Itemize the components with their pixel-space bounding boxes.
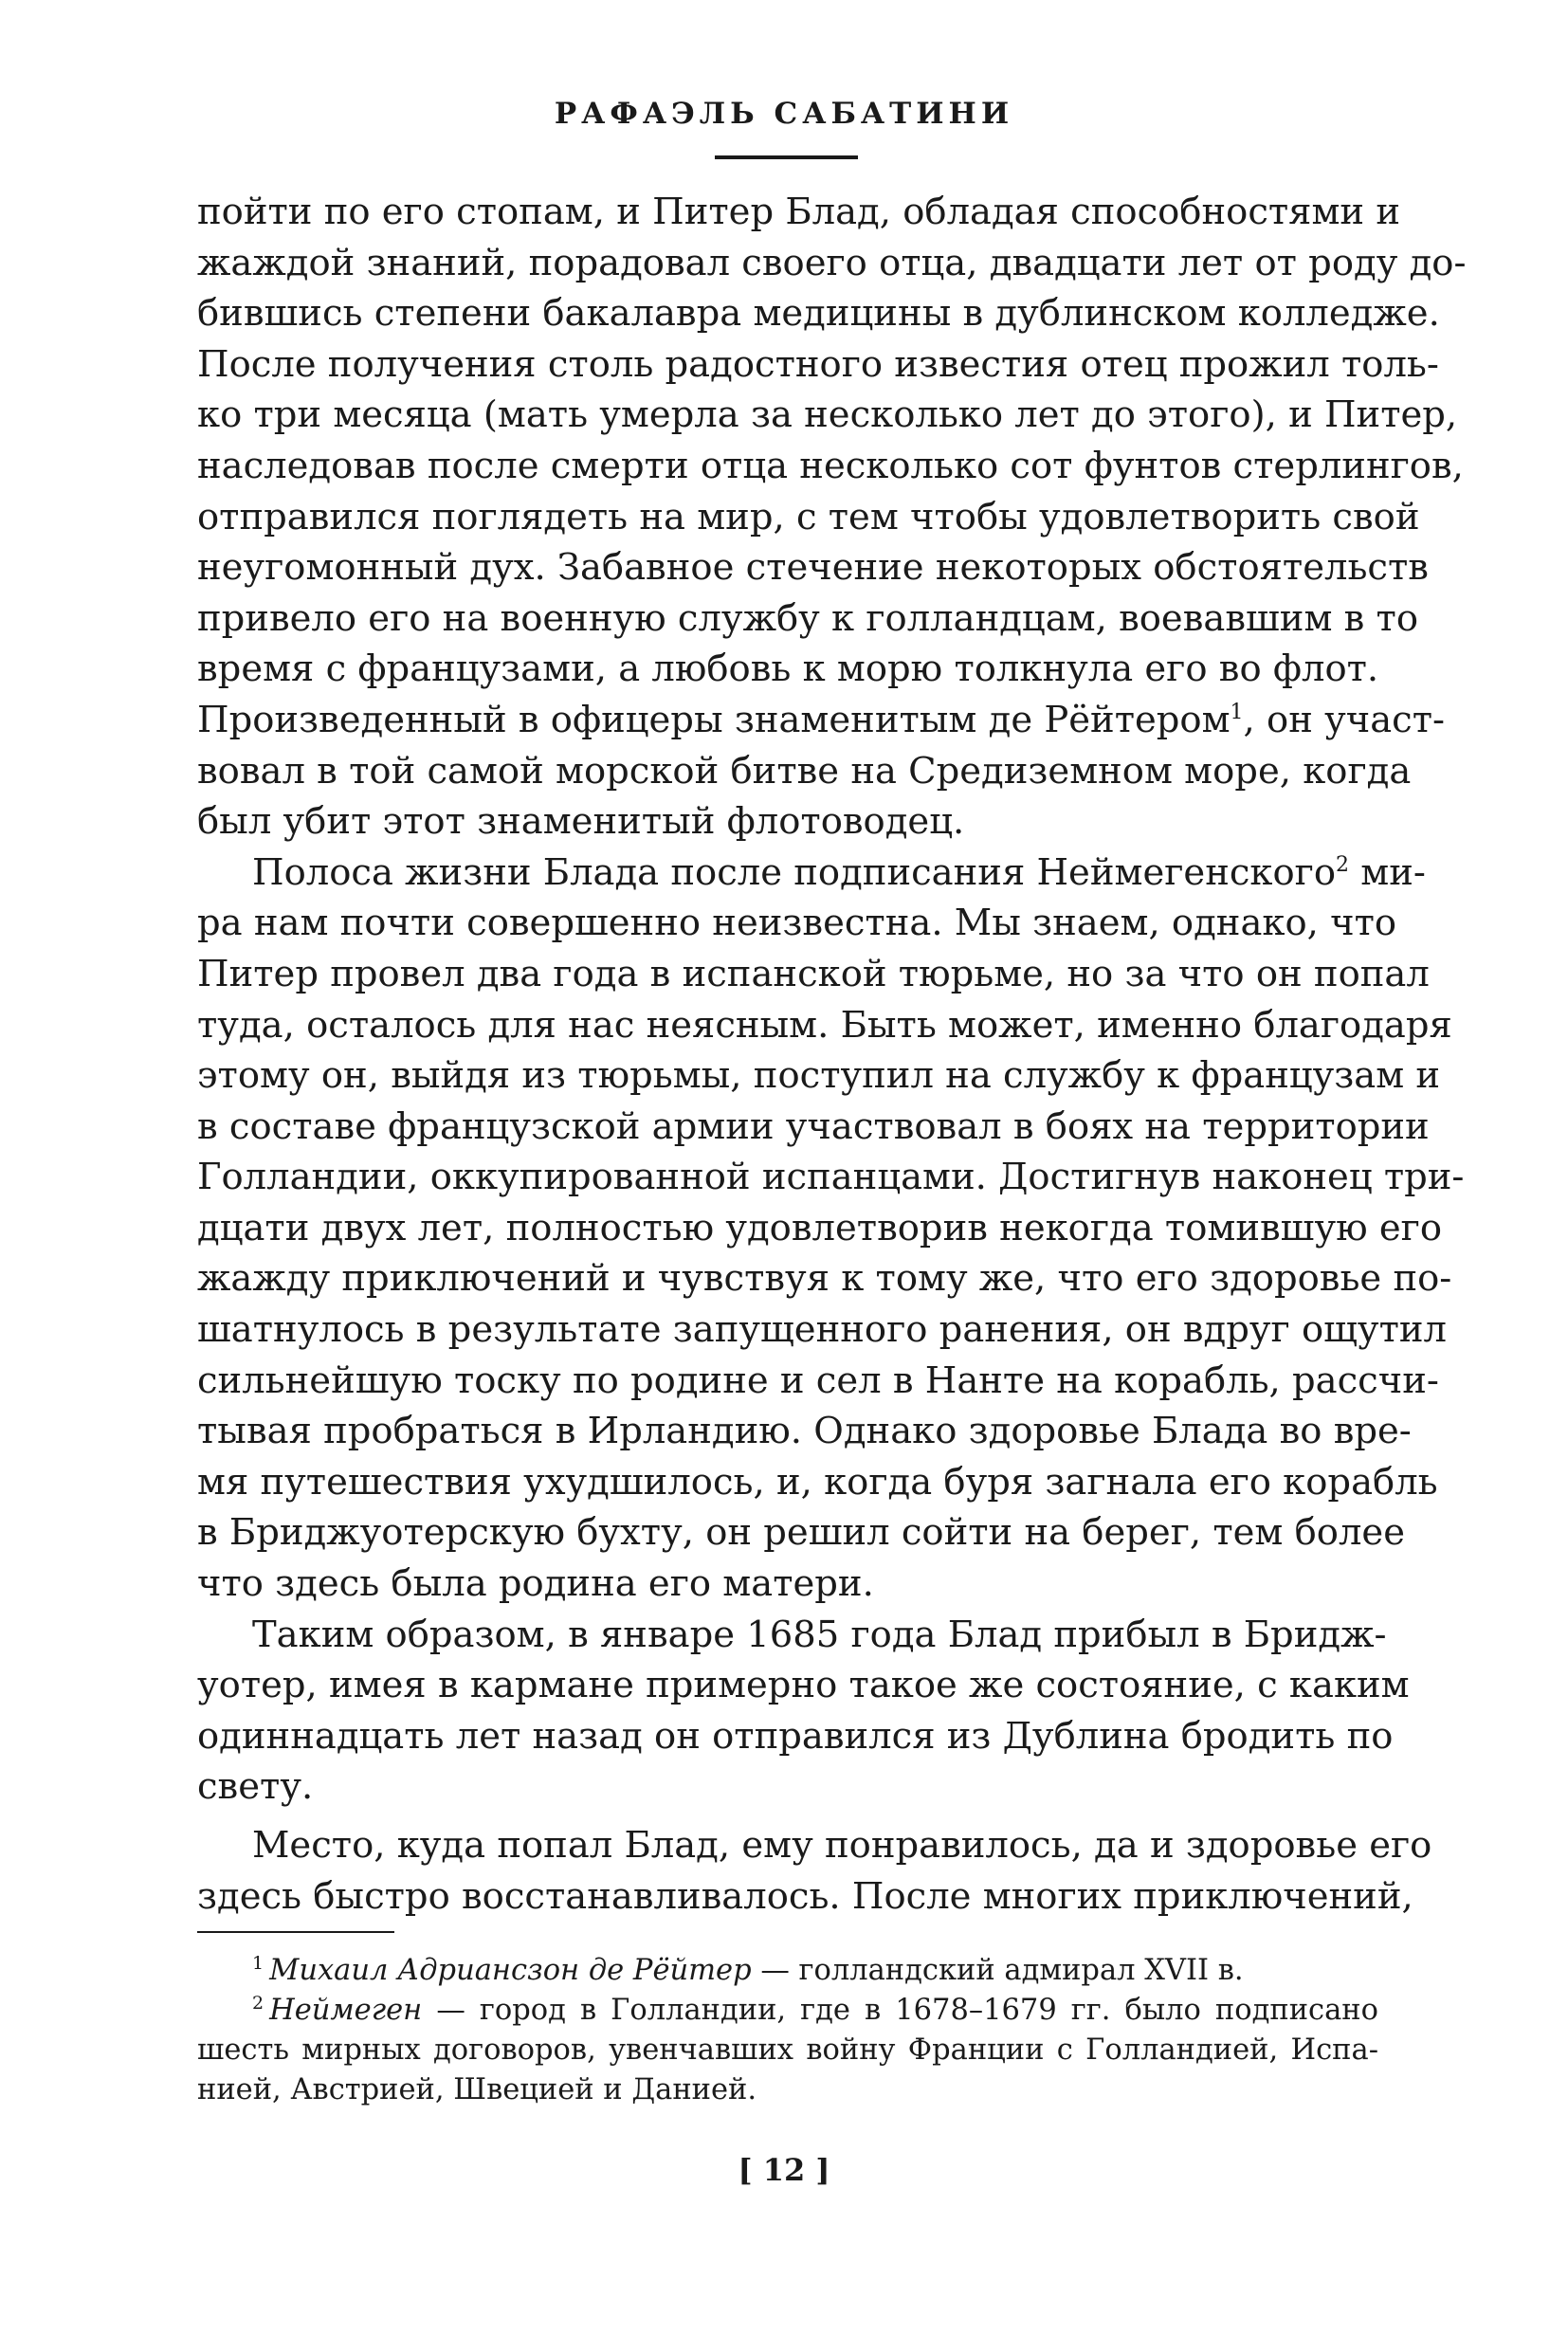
text-line: отправился поглядеть на мир, с тем чтобы удовлетворить свой bbox=[197, 495, 1420, 538]
main-text bbox=[197, 187, 1467, 1922]
footnote-2 bbox=[197, 1991, 1378, 2031]
text-line: дцати двух лет, полностью удовлетворив некогда томившую его bbox=[197, 1206, 1443, 1249]
text-line: бившись степени бакалавра медицины в дублинском колледже. bbox=[197, 292, 1440, 336]
text-line-with-footnote bbox=[197, 848, 1426, 899]
footnote-number: 1 bbox=[252, 1953, 264, 1974]
text-fragment: ми- bbox=[1349, 850, 1426, 894]
text-line: шатнулось в результате запущенного ранения, он вдруг ощутил bbox=[197, 1308, 1448, 1352]
paragraph-4 bbox=[197, 1820, 1432, 1922]
page-number: [ 12 ] bbox=[738, 2152, 830, 2188]
text-line: вовал в той самой морской битве на Средиземном море, когда bbox=[197, 749, 1412, 793]
text-line: был убит этот знаменитый флотоводец. bbox=[197, 800, 965, 844]
text-line: жажду приключений и чувствуя к тому же, что его здоровье по- bbox=[197, 1257, 1452, 1301]
text-line: уотер, имея в кармане примерно такое же состояние, с каким bbox=[197, 1664, 1410, 1707]
text-line: жаждой знаний, порадовал своего отца, двадцати лет от роду до- bbox=[197, 241, 1467, 284]
footnote-text: — город в Голландии, где в 1678–1679 гг. было подписано bbox=[422, 1994, 1378, 2027]
text-line: неугомонный дух. Забавное стечение некоторых обстоятельств bbox=[197, 546, 1429, 590]
text-line: одиннадцать лет назад он отправился из Дублина бродить по bbox=[197, 1714, 1394, 1758]
text-line: ко три месяца (мать умерла за несколько лет до этого), и Питер, bbox=[197, 393, 1458, 437]
text-line: привело его на военную службу к голландцам, воевавшим в то bbox=[197, 596, 1419, 640]
text-line: свету. bbox=[197, 1765, 314, 1809]
running-title: РАФАЭЛЬ САБАТИНИ bbox=[554, 97, 1014, 131]
text-line: Питер провел два года в испанской тюрьме, но за что он попал bbox=[197, 952, 1430, 995]
text-line: тывая пробраться в Ирландию. Однако здоровье Блада во вре- bbox=[197, 1410, 1412, 1453]
text-line: время с французами, а любовь к морю толкнула его во флот. bbox=[197, 647, 1379, 691]
text-line: сильнейшую тоску по родине и сел в Нанте на корабль, рассчи- bbox=[197, 1358, 1439, 1402]
text-line: этому он, выйдя из тюрьмы, поступил на службу к французам и bbox=[197, 1054, 1441, 1098]
text-line: здесь быстро восстанавливалось. После многих приключений, bbox=[197, 1874, 1413, 1918]
text-line: Таким образом, в январе 1685 года Блад прибыл в Бридж- bbox=[252, 1613, 1387, 1656]
text-line: пойти по его стопам, и Питер Блад, обладая способностями и bbox=[197, 191, 1400, 233]
header-rule bbox=[715, 155, 858, 159]
text-fragment: Произведенный в офицеры знаменитым де Рёйтером bbox=[197, 698, 1231, 741]
text-line: в Бриджуотерскую бухту, он решил сойти на берег, тем более bbox=[197, 1511, 1405, 1555]
text-line: наследовав после смерти отца несколько сот фунтов стерлингов, bbox=[197, 444, 1464, 487]
paragraph-1 bbox=[197, 187, 1467, 848]
footnote-1 bbox=[197, 1951, 1378, 1991]
text-line: ра нам почти совершенно неизвестна. Мы знаем, однако, что bbox=[197, 902, 1397, 945]
footnote-number: 2 bbox=[252, 1993, 264, 2014]
text-line: что здесь была родина его матери. bbox=[197, 1562, 874, 1606]
footnote-2-line: шесть мирных договоров, увенчавших войну Франции с Голландией, Испа- bbox=[197, 2033, 1378, 2067]
text-line: Место, куда попал Блад, ему понравилось, да и здоровье его bbox=[252, 1824, 1432, 1867]
footnote-term: Михаил Адриансзон де Рёйтер bbox=[269, 1954, 752, 1987]
text-line: в составе французской армии участвовал в боях на территории bbox=[197, 1104, 1430, 1148]
footnote-text: — голландский адмирал XVII в. bbox=[751, 1954, 1244, 1987]
text-line: После получения столь радостного известия отец прожил толь- bbox=[197, 342, 1439, 386]
footnote-ref-1[interactable]: 1 bbox=[1230, 700, 1244, 724]
footnote-ref-2[interactable]: 2 bbox=[1336, 852, 1350, 877]
text-line: туда, осталось для нас неясным. Быть может, именно благодаря bbox=[197, 1003, 1452, 1047]
paragraph-3 bbox=[197, 1610, 1410, 1813]
text-line-with-footnote bbox=[197, 695, 1446, 746]
footnotes bbox=[197, 1951, 1378, 2110]
paragraph-2 bbox=[197, 848, 1465, 1610]
text-line: мя путешествия ухудшилось, и, когда буря загнала его корабль bbox=[197, 1460, 1438, 1504]
footnote-2-line: нией, Австрией, Швецией и Данией. bbox=[197, 2073, 757, 2106]
footnote-term: Неймеген bbox=[269, 1994, 423, 2027]
text-fragment: , он участ- bbox=[1243, 698, 1446, 741]
text-fragment: Полоса жизни Блада после подписания Неймегенского bbox=[252, 850, 1337, 894]
footnote-rule bbox=[197, 1931, 394, 1933]
text-line: Голландии, оккупированной испанцами. Достигнув наконец три- bbox=[197, 1156, 1465, 1199]
